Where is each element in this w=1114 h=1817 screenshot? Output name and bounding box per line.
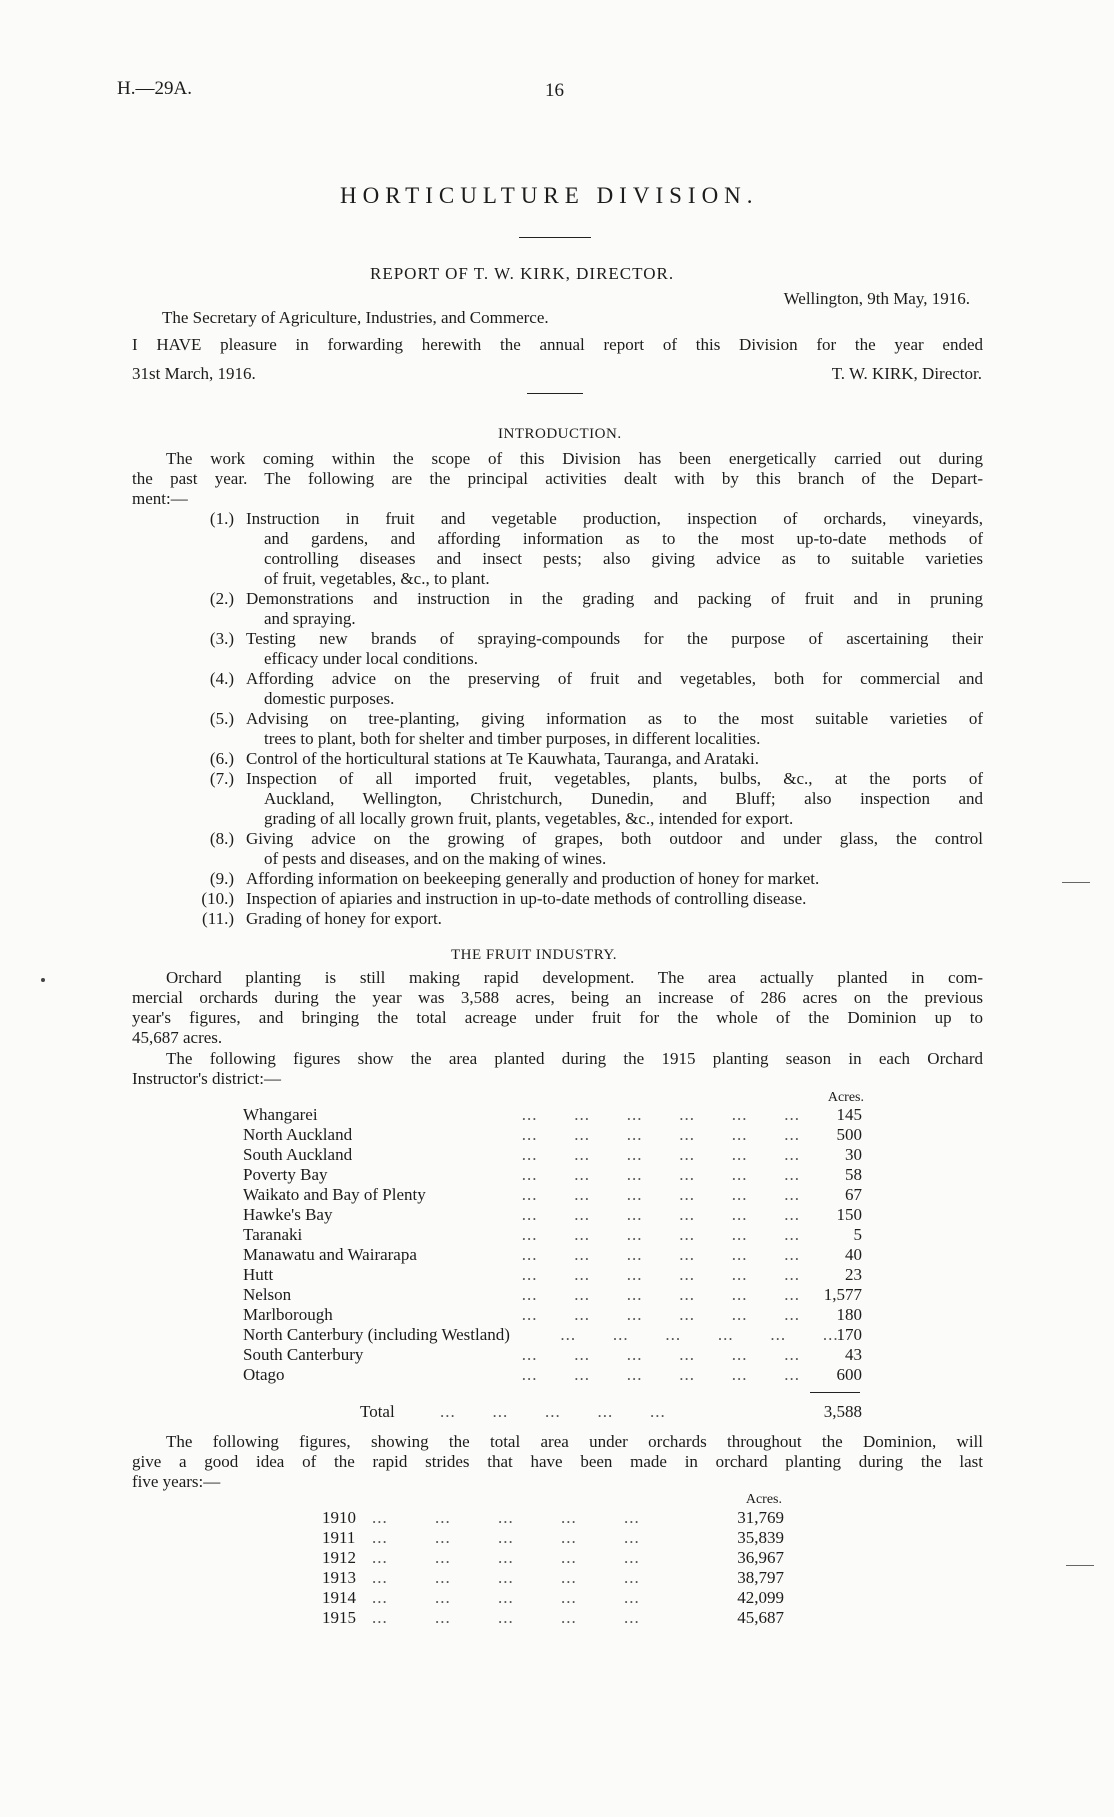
dot-leader: ... ... ... ... ... [372, 1528, 640, 1547]
district-acres: 5 [853, 1225, 862, 1244]
list-item-text: grading of all locally grown fruit, plants, vegetables, &c., intended for export. [264, 809, 794, 828]
year-acres: 35,839 [737, 1528, 784, 1547]
list-item-text: Inspection of apiaries and instruction in up-to-date methods of controlling disease. [246, 889, 807, 908]
addressee: The Secretary of Agriculture, Industries, and Commerce. [162, 308, 549, 327]
report-heading: REPORT OF T. W. KIRK, DIRECTOR. [370, 264, 675, 283]
list-item-text: Inspection of all imported fruit, vegetables, plants, bulbs, &c., at the ports of [246, 769, 983, 788]
list-item-number: (1.) [209, 509, 234, 528]
district-name: Poverty Bay [243, 1165, 328, 1184]
district-name: Hawke's Bay [243, 1205, 333, 1224]
margin-mark [1062, 882, 1090, 883]
paragraph-line: year's figures, and bringing the total acreage under fruit for the whole of the Dominion up to [132, 1008, 983, 1027]
letter-rule [527, 393, 583, 394]
document-reference: H.—29A. [117, 78, 192, 99]
list-item-text: domestic purposes. [264, 689, 395, 708]
list-item-text: Advising on tree-planting, giving information as to the most suitable varieties of [246, 709, 983, 728]
list-item-text: of pests and diseases, and on the making of wines. [264, 849, 607, 868]
year-acres: 45,687 [737, 1608, 784, 1627]
paragraph-line: The following figures, showing the total area under orchards throughout the Dominion, will [166, 1432, 983, 1451]
dot-leader: ... ... ... ... ... ... [521, 1125, 800, 1144]
division-title: HORTICULTURE DIVISION. [340, 183, 759, 208]
list-item-number: (3.) [209, 629, 234, 648]
fruit-industry-heading: THE FRUIT INDUSTRY. [451, 947, 618, 963]
list-item-text: Auckland, Wellington, Christchurch, Dunedin, and Bluff; also inspection and [264, 789, 983, 808]
district-acres: 58 [845, 1165, 862, 1184]
dot-leader: ... ... ... ... ... ... [521, 1105, 800, 1124]
district-acres: 23 [845, 1265, 862, 1284]
signature: T. W. KIRK, Director. [831, 364, 982, 383]
list-item-number: (4.) [209, 669, 234, 688]
list-item-number: (2.) [209, 589, 234, 608]
list-item-number: (10.) [201, 889, 234, 908]
district-name: Marlborough [243, 1305, 333, 1324]
list-item-text: Demonstrations and instruction in the grading and packing of fruit and in pruning [246, 589, 983, 608]
dot-leader: ... ... ... ... ... [372, 1508, 640, 1527]
year-acres: 36,967 [737, 1548, 784, 1567]
list-item-text: efficacy under local conditions. [264, 649, 478, 668]
dot-leader: ... ... ... ... ... ... [521, 1305, 800, 1324]
district-acres: 43 [845, 1345, 862, 1364]
dot-leader: ... ... ... ... ... [372, 1608, 640, 1627]
district-name: Manawatu and Wairarapa [243, 1245, 417, 1264]
year-label: 1915 [322, 1608, 356, 1627]
introduction-heading: INTRODUCTION. [498, 426, 622, 442]
paragraph-line: 45,687 acres. [132, 1028, 223, 1047]
district-name: Hutt [243, 1265, 274, 1284]
year-label: 1913 [322, 1568, 356, 1587]
list-item-number: (6.) [209, 749, 234, 768]
district-acres: 150 [836, 1205, 862, 1224]
yearly-table-unit: Acres. [745, 1492, 782, 1507]
district-acres: 180 [836, 1305, 862, 1324]
dot-leader: ... ... ... ... ... [372, 1588, 640, 1607]
page-number: 16 [545, 80, 564, 101]
paragraph-line: ment:— [132, 489, 188, 508]
dot-leader: ... ... ... ... ... ... [560, 1325, 839, 1344]
list-item-number: (5.) [209, 709, 234, 728]
district-acres: 500 [836, 1125, 862, 1144]
year-label: 1914 [322, 1588, 356, 1607]
paragraph-line: the past year. The following are the principal activities dealt with by this branch of the Depart- [132, 469, 983, 488]
year-label: 1911 [322, 1528, 356, 1547]
dot-leader: ... ... ... ... ... ... [521, 1165, 800, 1184]
district-table-unit: Acres. [827, 1090, 864, 1105]
total-label: Total [360, 1402, 395, 1421]
dot-leader: ... ... ... ... ... [372, 1548, 640, 1567]
district-acres: 145 [836, 1105, 862, 1124]
year-acres: 31,769 [737, 1508, 784, 1527]
dot-leader: ... ... ... ... ... ... [521, 1205, 800, 1224]
dot-leader: ... ... ... ... ... ... [521, 1345, 800, 1364]
paragraph-line: give a good idea of the rapid strides that have been made in orchard planting during the last [132, 1452, 983, 1471]
year-label: 1910 [322, 1508, 356, 1527]
list-item-text: trees to plant, both for shelter and timber purposes, in different localities. [264, 729, 761, 748]
list-item-number: (8.) [209, 829, 234, 848]
paragraph-line: mercial orchards during the year was 3,588 acres, being an increase of 286 acres on the previous [132, 988, 983, 1007]
title-rule [519, 237, 591, 238]
margin-mark [1066, 1565, 1094, 1566]
list-item-text: of fruit, vegetables, &c., to plant. [264, 569, 490, 588]
dot-leader: ... ... ... ... ... ... [521, 1225, 800, 1244]
list-item-text: Affording advice on the preserving of fruit and vegetables, both for commercial and [246, 669, 983, 688]
year-label: 1912 [322, 1548, 356, 1567]
list-item-text: and gardens, and affording information as to the most up-to-date methods of [264, 529, 983, 548]
district-name: South Auckland [243, 1145, 353, 1164]
district-acres: 40 [845, 1245, 862, 1264]
district-acres: 170 [836, 1325, 862, 1344]
list-item-text: Control of the horticultural stations at Te Kauwhata, Tauranga, and Arataki. [246, 749, 759, 768]
district-name: North Auckland [243, 1125, 353, 1144]
list-item-text: and spraying. [264, 609, 356, 628]
list-item-number: (11.) [202, 909, 234, 928]
dot-leader: ... ... ... ... ... ... [521, 1265, 800, 1284]
list-item-text: Giving advice on the growing of grapes, both outdoor and under glass, the control [246, 829, 983, 848]
district-name: North Canterbury (including Westland) [243, 1325, 510, 1344]
list-item-text: Grading of honey for export. [246, 909, 442, 928]
district-acres: 1,577 [823, 1285, 862, 1304]
district-name: Taranaki [243, 1225, 303, 1244]
list-item-text: controlling diseases and insect pests; also giving advice as to suitable varieties [264, 549, 983, 568]
dot-leader: ... ... ... ... ... [372, 1568, 640, 1587]
place-date: Wellington, 9th May, 1916. [783, 289, 970, 308]
year-acres: 42,099 [737, 1588, 784, 1607]
list-item-number: (7.) [209, 769, 234, 788]
dot-leader: ... ... ... ... ... ... [521, 1185, 800, 1204]
total-leader: ... ... ... ... ... [440, 1402, 666, 1421]
list-item-number: (9.) [209, 869, 234, 888]
dot-leader: ... ... ... ... ... ... [521, 1285, 800, 1304]
list-item-text: Affording information on beekeeping generally and production of honey for market. [246, 869, 820, 888]
total-rule [810, 1392, 860, 1393]
paragraph-line: five years:— [132, 1472, 221, 1491]
paragraph-line: Instructor's district:— [132, 1069, 281, 1088]
dot-leader: ... ... ... ... ... ... [521, 1245, 800, 1264]
dot-leader: ... ... ... ... ... ... [521, 1365, 800, 1384]
dot-leader: ... ... ... ... ... ... [521, 1145, 800, 1164]
district-name: Nelson [243, 1285, 292, 1304]
paragraph-line: Orchard planting is still making rapid development. The area actually planted in com- [166, 968, 983, 987]
paragraph-line: The following figures show the area planted during the 1915 planting season in each Orchard [166, 1049, 983, 1068]
district-name: South Canterbury [243, 1345, 364, 1364]
list-item-text: Instruction in fruit and vegetable production, inspection of orchards, vineyards, [246, 509, 983, 528]
paragraph-line: The work coming within the scope of this Division has been energetically carried out during [166, 449, 983, 468]
letter-line-1: I HAVE pleasure in forwarding herewith the annual report of this Division for the year ended [132, 335, 983, 354]
year-acres: 38,797 [737, 1568, 784, 1587]
list-item-text: Testing new brands of spraying-compounds for the purpose of ascertaining their [246, 629, 983, 648]
district-name: Otago [243, 1365, 285, 1384]
district-name: Waikato and Bay of Plenty [243, 1185, 426, 1204]
margin-dot [41, 978, 45, 982]
district-acres: 67 [845, 1185, 862, 1204]
district-name: Whangarei [243, 1105, 318, 1124]
total-value: 3,588 [823, 1402, 862, 1421]
district-acres: 30 [845, 1145, 862, 1164]
district-acres: 600 [836, 1365, 862, 1384]
letter-line-2: 31st March, 1916. [132, 364, 256, 383]
